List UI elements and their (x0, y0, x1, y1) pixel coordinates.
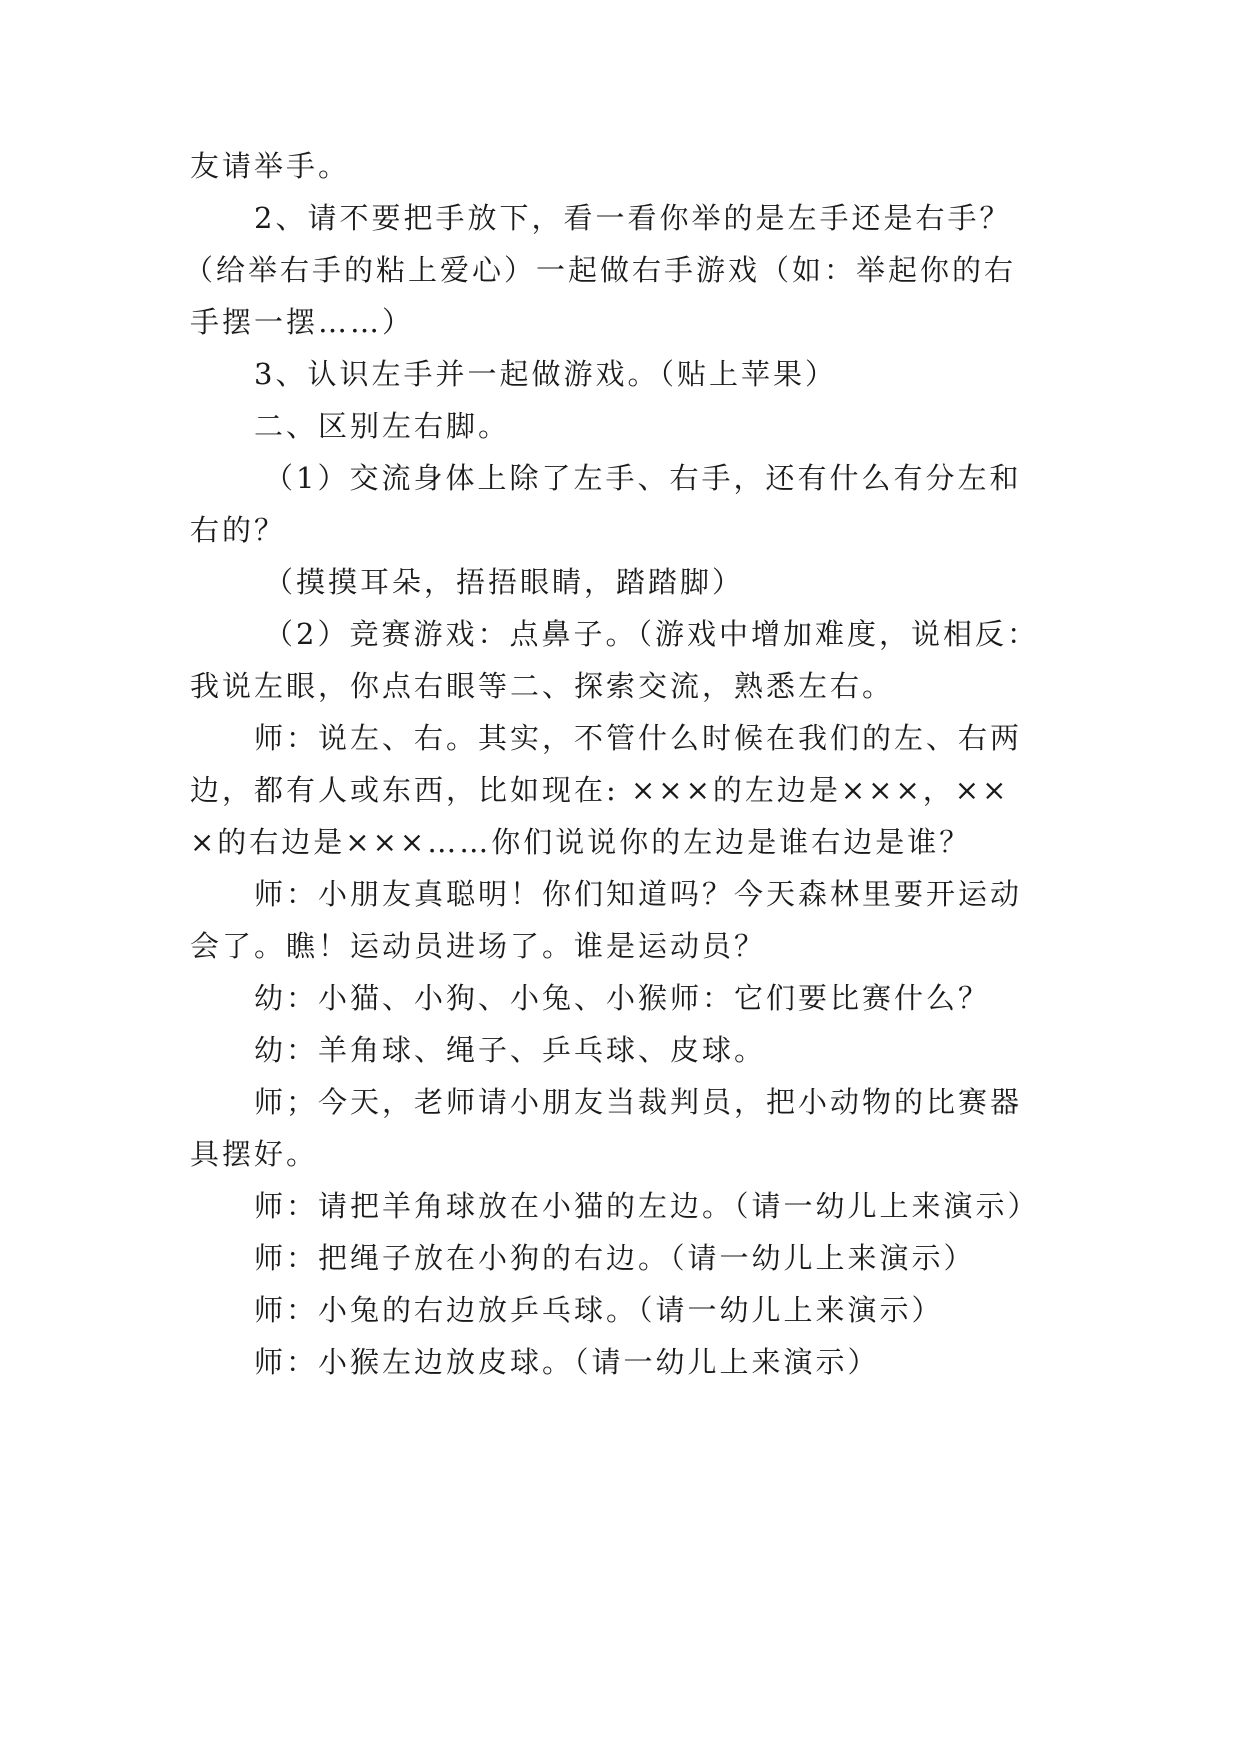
text-line: 幼：小猫、小狗、小兔、小猴师：它们要比赛什么？ (254, 981, 991, 1015)
text-line: 手摆一摆……） (190, 305, 415, 339)
text-line: 边，都有人或东西，比如现在: ×××的左边是×××，×× (190, 773, 1010, 807)
text-line: 具摆好。 (190, 1137, 319, 1171)
text-line: 2、请不要把手放下，看一看你举的是左手还是右手？ (254, 201, 1012, 235)
text-line: （1）交流身体上除了左手、右手，还有什么有分左和 (264, 461, 1022, 495)
text-line: 师：小朋友真聪明！你们知道吗？今天森林里要开运动 (254, 877, 1023, 911)
text-line: 师：说左、右。其实，不管什么时候在我们的左、右两 (254, 721, 1023, 755)
text-line: 友请举手。 (190, 149, 351, 183)
text-line: 会了。瞧！运动员进场了。谁是运动员？ (190, 929, 767, 963)
text-line: 师：小猴左边放皮球。（请一幼儿上来演示） (254, 1345, 880, 1379)
text-line: 幼：羊角球、绳子、乒乓球、皮球。 (254, 1033, 767, 1067)
text-line: （摸摸耳朵，捂捂眼睛，踏踏脚） (264, 565, 745, 599)
text-line: 师：请把羊角球放在小猫的左边。（请一幼儿上来演示） (254, 1189, 1040, 1223)
section-heading: 二、区别左右脚。 (254, 409, 511, 443)
text-line: 师：把绳子放在小狗的右边。（请一幼儿上来演示） (254, 1241, 976, 1275)
text-line: 师：小兔的右边放乒乓球。（请一幼儿上来演示） (254, 1293, 944, 1327)
text-line: 师；今天，老师请小朋友当裁判员，把小动物的比赛器 (254, 1085, 1023, 1119)
text-line: 我说左眼，你点右眼等二、探索交流，熟悉左右。 (190, 669, 895, 703)
text-line: （2）竞赛游戏：点鼻子。（游戏中增加难度，说相反： (264, 617, 1039, 651)
text-line: （给举右手的粘上爱心）一起做右手游戏（如：举起你的右 (184, 253, 1017, 287)
text-line: 右的？ (190, 513, 287, 547)
text-line: 3、认识左手并一起做游戏。（贴上苹果） (254, 357, 837, 391)
text-line: ×的右边是×××……你们说说你的左边是谁右边是谁？ (190, 825, 972, 859)
